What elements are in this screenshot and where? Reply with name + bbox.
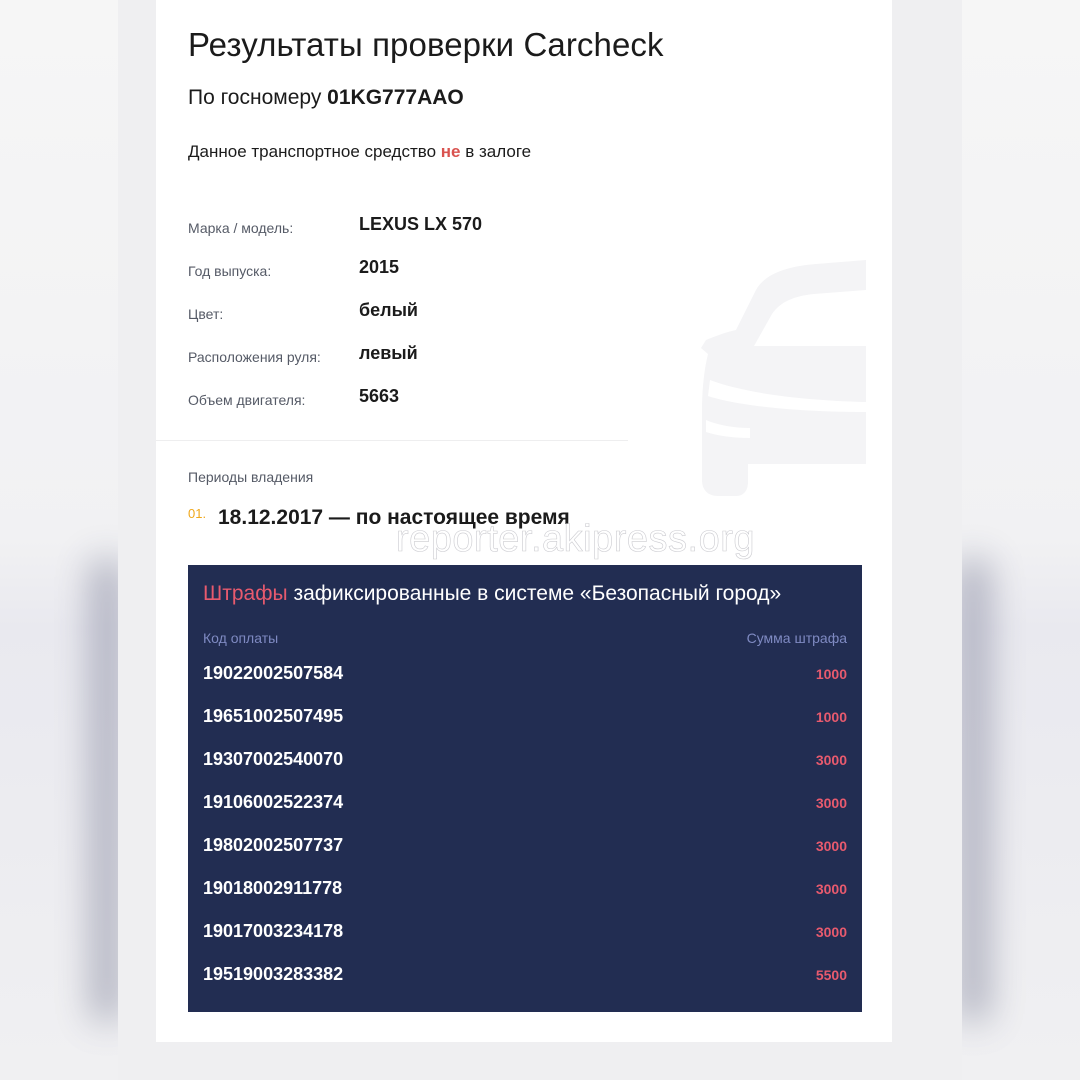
fines-heading: [203, 582, 781, 606]
fine-row: [203, 749, 847, 779]
fine-row: [203, 921, 847, 951]
fine-amount: 1000: [815, 666, 847, 682]
pledge-status: [188, 142, 531, 162]
fine-amount: 1000: [815, 709, 847, 725]
section-divider: [156, 440, 628, 441]
fines-heading-accent: Штрафы: [203, 582, 288, 605]
fine-row: [203, 878, 847, 908]
spec-row-steering: [188, 343, 648, 373]
spec-row-engine: [188, 386, 648, 416]
fine-amount: 3000: [815, 752, 847, 768]
phone-screen: [118, 0, 962, 1080]
spec-value: 2015: [359, 257, 400, 277]
pledge-negation: не: [440, 142, 461, 161]
spec-row-color: [188, 300, 648, 330]
ownership-title: Периоды владения: [188, 469, 314, 485]
spec-value: LEXUS LX 570: [359, 214, 483, 234]
spec-row-model: [188, 214, 648, 244]
spec-label: Марка / модель:: [188, 220, 294, 236]
fine-row: [203, 964, 847, 994]
fines-heading-rest: зафиксированные в системе «Безопасный город»: [293, 582, 782, 605]
fine-amount: 3000: [815, 838, 847, 854]
spec-value: левый: [359, 343, 418, 363]
ownership-period-text: 18.12.2017 — по настоящее время: [218, 506, 570, 529]
car-silhouette-icon: [696, 250, 866, 500]
plate-prefix: По госномеру: [188, 86, 322, 109]
fine-row: [203, 835, 847, 865]
spec-label: Цвет:: [188, 306, 224, 322]
pledge-suffix: в залоге: [465, 142, 532, 161]
fine-row: [203, 792, 847, 822]
fine-code: 19106002522374: [203, 792, 344, 812]
fine-code: 19018002911778: [203, 878, 343, 898]
background-shadow-right: [958, 560, 988, 1020]
column-header-amount: Сумма штрафа: [746, 630, 847, 646]
result-card: [156, 0, 892, 1042]
spec-label: Год выпуска:: [188, 263, 272, 279]
fine-amount: 3000: [815, 795, 847, 811]
pledge-prefix: Данное транспортное средство: [188, 142, 437, 161]
watermark-text: reporter.akipress.org: [396, 518, 755, 560]
fine-row: [203, 663, 847, 693]
fine-code: 19017003234178: [203, 921, 344, 941]
column-header-code: Код оплаты: [203, 630, 279, 646]
spec-label: Расположения руля:: [188, 349, 321, 365]
fines-panel: [188, 565, 862, 1012]
plate-line: [188, 86, 464, 110]
fine-amount: 3000: [815, 881, 847, 897]
fine-code: 19307002540070: [203, 749, 344, 769]
fine-amount: 3000: [815, 924, 847, 940]
fine-row: [203, 706, 847, 736]
plate-number: 01KG777AAO: [327, 86, 464, 109]
fine-code: 19022002507584: [203, 663, 344, 683]
fine-amount: 5500: [815, 967, 847, 983]
spec-label: Объем двигателя:: [188, 392, 306, 408]
fine-code: 19651002507495: [203, 706, 344, 726]
ownership-period-number: 01.: [188, 506, 207, 521]
spec-row-year: [188, 257, 648, 287]
fine-code: 19519003283382: [203, 964, 344, 984]
spec-value: белый: [359, 300, 419, 320]
spec-value: 5663: [359, 386, 400, 406]
fine-code: 19802002507737: [203, 835, 344, 855]
page-title: Результаты проверки Carcheck: [188, 26, 664, 63]
